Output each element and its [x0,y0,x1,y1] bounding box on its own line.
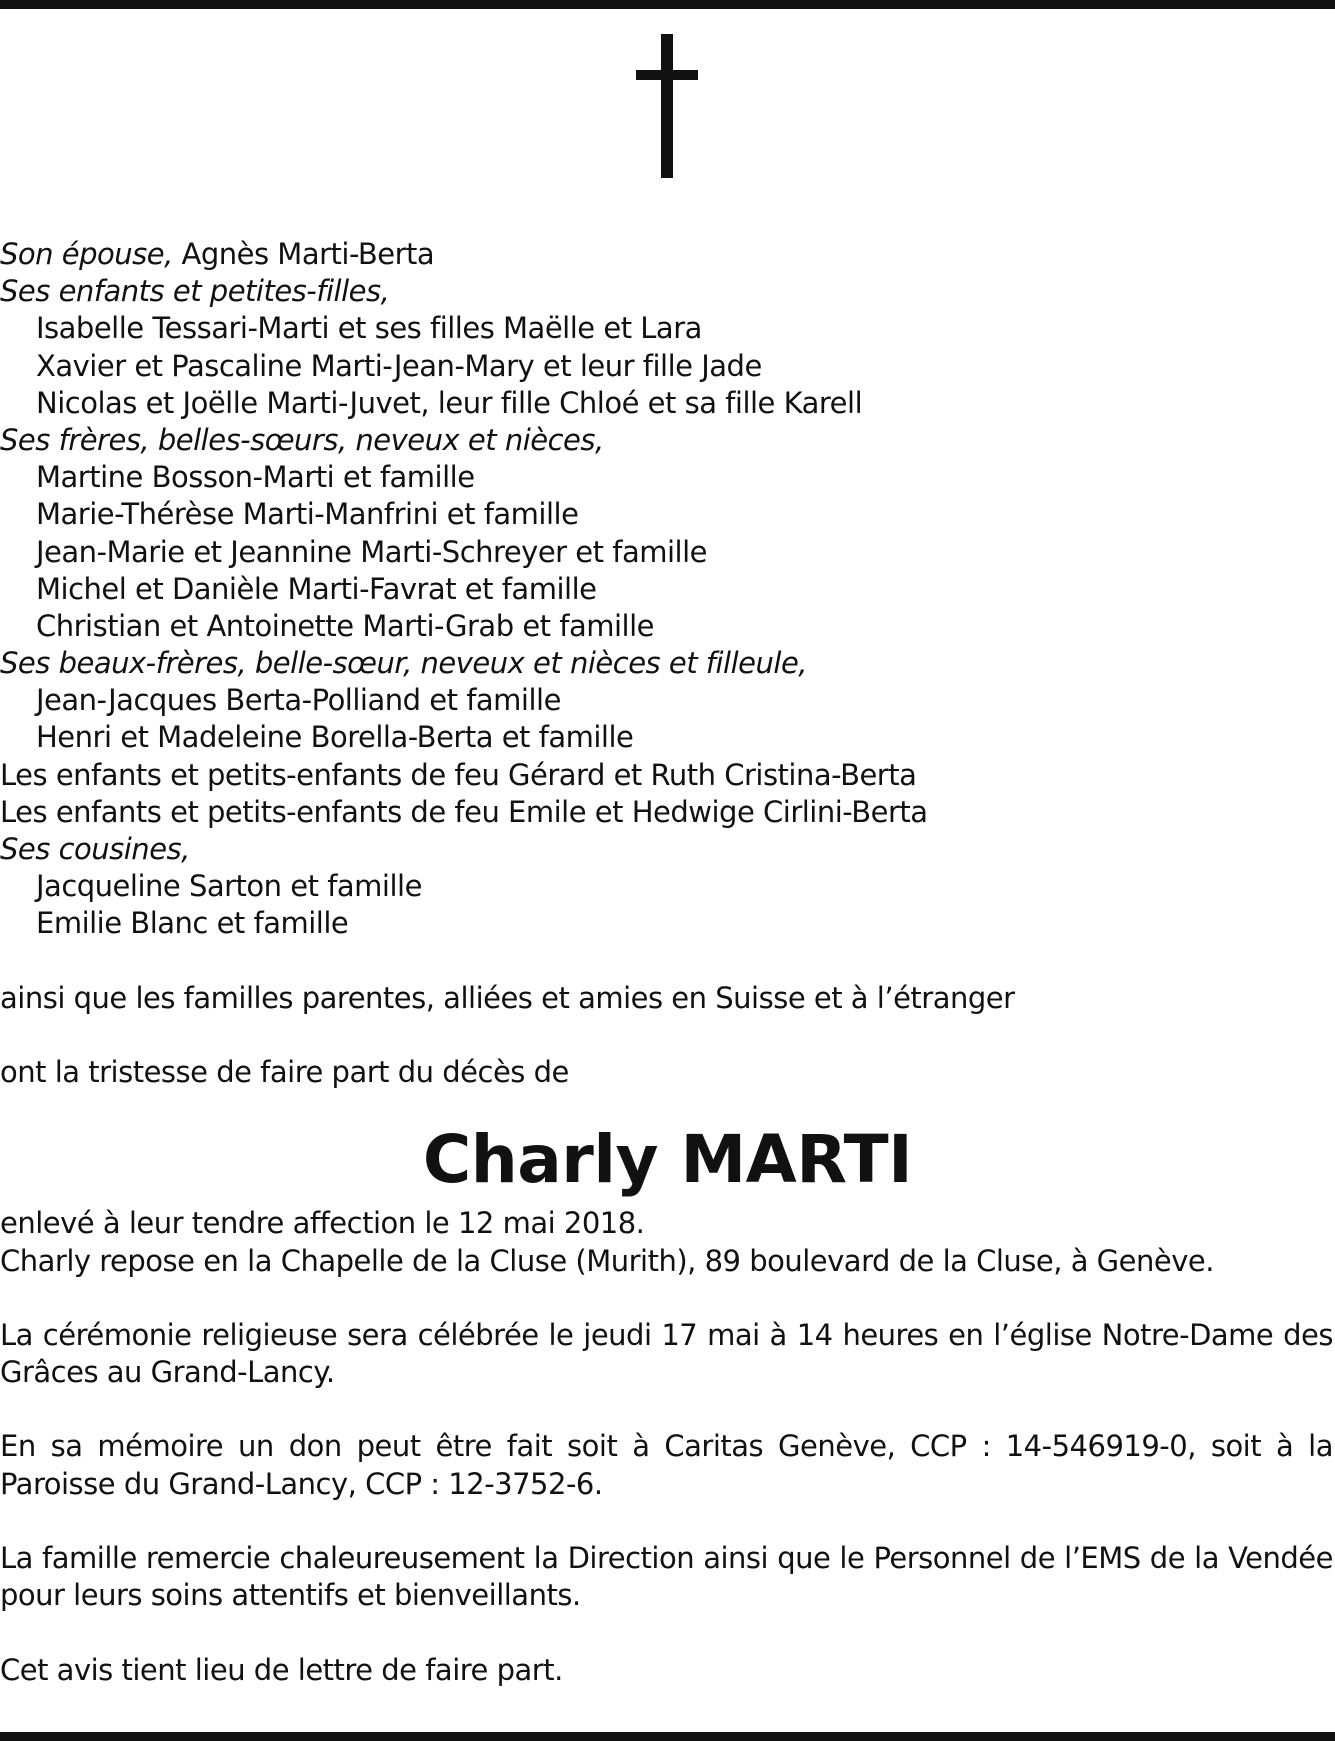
ceremony-paragraph: La cérémonie religieuse sera célébrée le jeudi 17 mai à 14 heures en l’église Notre-Dame des Grâces au Grand-Lancy. [0,1317,1333,1390]
donation-paragraph: En sa mémoire un don peut être fait soit à Caritas Genève, CCP : 14-546919-0, soit à la Paroisse du Grand-Lancy, CCP : 12-3752-6. [0,1429,1333,1501]
top-border [0,0,1335,9]
relative-name: Christian et Antoinette Marti-Grab et famille [36,608,654,643]
relative-name: Jean-Jacques Berta-Polliand et famille [36,683,561,718]
cross-icon [636,34,698,178]
deceased-name: Charly MARTI [422,1121,913,1199]
relative-name: Agnès Marti-Berta [172,237,435,271]
relative-name: Michel et Danièle Marti-Favrat et famille [36,571,597,606]
families-line: ainsi que les familles parentes, alliées et amies en Suisse et à l’étranger [0,980,1015,1015]
death-line: enlevé à leur tendre affection le 12 mai 2018. [0,1206,645,1241]
relative-name: Les enfants et petits-enfants de feu Emile et Hedwige Cirlini-Berta [0,794,928,829]
bottom-border [0,1732,1335,1741]
relative-name: Jean-Marie et Jeannine Marti-Schreyer et famille [36,534,707,569]
relative-name: Martine Bosson-Marti et famille [36,460,475,495]
relation-label: Ses enfants et petites-filles, [0,274,390,309]
relative-name: Les enfants et petits-enfants de feu Gérard et Ruth Cristina-Berta [0,757,917,792]
family-line [0,236,1335,273]
thanks-paragraph: La famille remercie chaleureusement la Direction ainsi que le Personnel de l’EMS de la Vendée pour leurs soins attentifs et bienveillants. [0,1541,1333,1613]
rest-line: Charly repose en la Chapelle de la Cluse (Murith), 89 boulevard de la Cluse, à Genève. [0,1243,1214,1278]
announce-line: ont la tristesse de faire part du décès de [0,1055,569,1090]
relation-label: Ses cousines, [0,832,190,866]
relative-name: Henri et Madeleine Borella-Berta et famille [36,720,634,755]
relation-label: Ses beaux-frères, belle-sœur, neveux et nièces et filleule, [0,646,808,681]
closing-line: Cet avis tient lieu de lettre de faire part. [0,1652,563,1687]
relative-name: Isabelle Tessari-Marti et ses filles Maëlle et Lara [36,311,702,346]
relation-label: Son épouse, [0,237,173,271]
relative-name: Nicolas et Joëlle Marti-Juvet, leur fille Chloé et sa fille Karell [36,385,863,420]
relative-name: Emilie Blanc et famille [36,906,349,941]
relative-name: Marie-Thérèse Marti-Manfrini et famille [36,497,579,532]
relative-name: Jacqueline Sarton et famille [36,869,422,904]
relative-name: Xavier et Pascaline Marti-Jean-Mary et leur fille Jade [36,348,762,383]
relation-label: Ses frères, belles-sœurs, neveux et nièces, [0,422,604,457]
obituary-text [0,236,1335,1689]
